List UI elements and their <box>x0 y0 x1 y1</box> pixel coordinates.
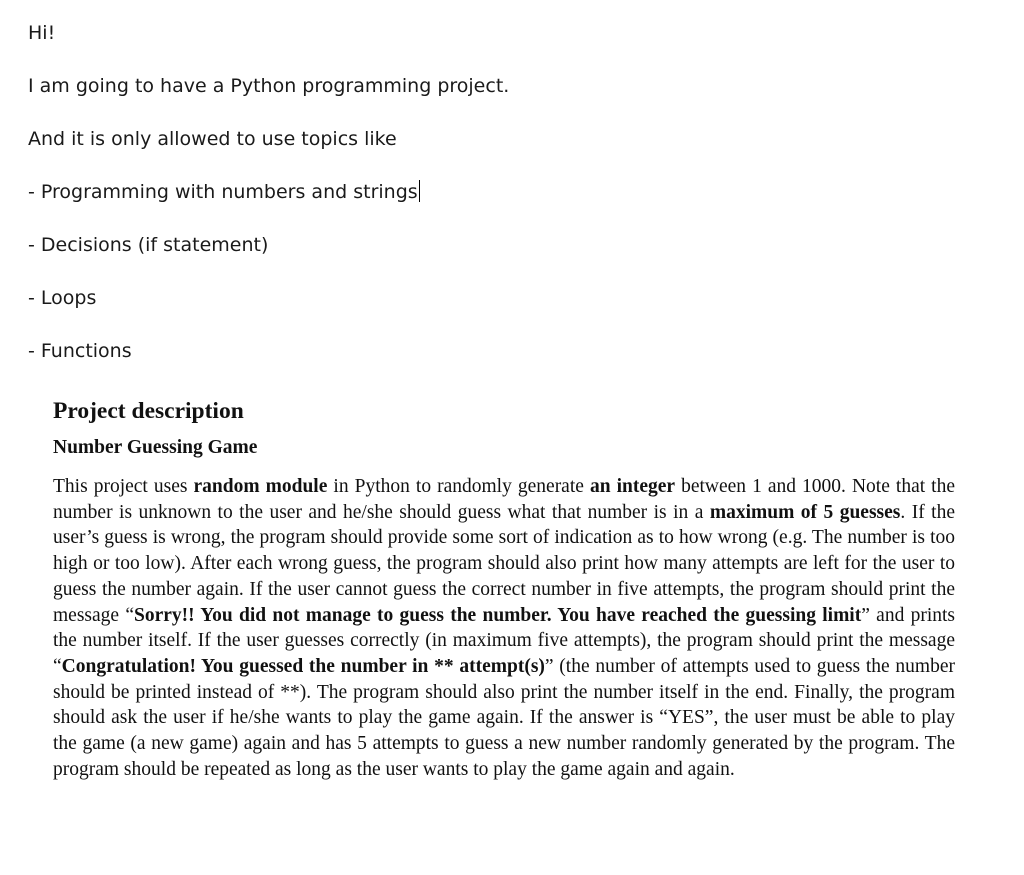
project-body <box>53 474 955 782</box>
body-text: . If the user’s guess is wrong, the program should provide some sort of indication as to how wrong (e.g. The number is too high or too low). After each wrong guess, the program should also print how many attempts are left for the user to guess the number again. If the user cannot guess the correct number in five attempts, the program should print the message “ <box>53 501 955 626</box>
topic-item: - Loops <box>28 287 97 309</box>
body-text: ” (the number of attempts used to guess the number should be printed instead of **). The program should also print the number itself in the end. Finally, the program should ask the user if he/she wants to play the game again. If the answer is “YES”, the user must be able to play the game (a new game) again and has 5 attempts to guess a new number randomly generated by the program. The program should be repeated as long as the user wants to play the game again and again. <box>53 655 955 780</box>
topic-item: - Functions <box>28 340 132 362</box>
project-intro-text: I am going to have a Python programming project. <box>28 75 510 97</box>
greeting-text: Hi! <box>28 22 56 44</box>
project-section <box>53 396 955 782</box>
body-bold: maximum of 5 guesses <box>709 501 901 523</box>
project-subheading: Number Guessing Game <box>53 437 258 458</box>
project-heading: Project description <box>53 398 244 424</box>
topic-item <box>28 180 420 204</box>
text-cursor <box>419 180 420 202</box>
body-text: between 1 and 1000. Note that the number is unknown to the user and he/she should guess what that number is in a <box>53 476 956 523</box>
body-bold: an integer <box>589 476 676 497</box>
body-text: ” and prints the number itself. If the user guesses correctly (in maximum five attempts), the program should print the message “ <box>53 604 956 677</box>
topic-item-label: - Programming with numbers and strings <box>28 181 418 203</box>
body-bold: random module <box>193 476 328 497</box>
body-bold: Sorry!! You did not manage to guess the number. You have reached the guessing limit <box>134 604 862 626</box>
topic-item: - Decisions (if statement) <box>28 234 269 256</box>
allowed-topics-text: And it is only allowed to use topics like <box>28 128 397 150</box>
body-text: This project uses <box>53 476 194 497</box>
body-text: in Python to randomly generate <box>327 476 590 497</box>
body-bold: Congratulation! You guessed the number in ** attempt(s) <box>61 655 545 677</box>
